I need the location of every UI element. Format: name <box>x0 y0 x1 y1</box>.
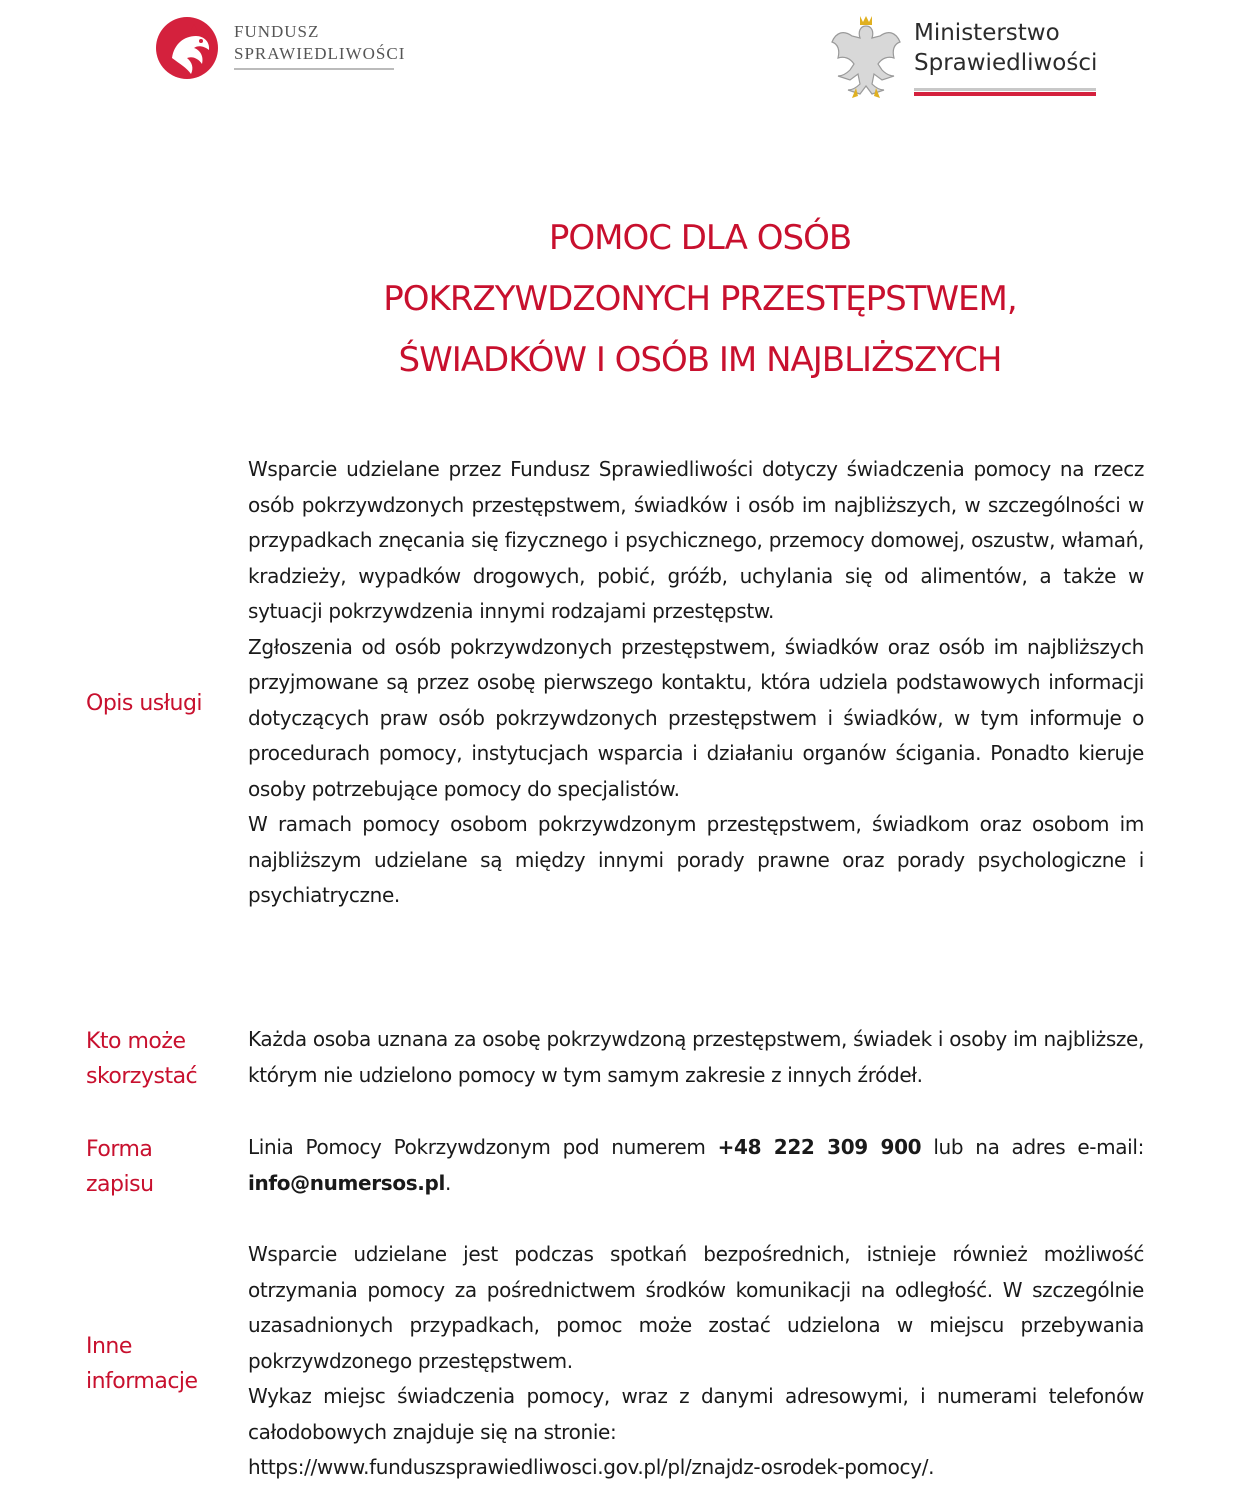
forma-text-after: . <box>445 1170 452 1195</box>
section-content-opis <box>248 452 1144 914</box>
forma-text-middle: lub na adres e-mail: <box>921 1135 1144 1159</box>
document-title <box>200 208 1200 391</box>
inne-paragraph-2: Wykaz miejsc świadczenia pomocy, wraz z danymi adresowymi, i numerami telefonów całodobowych znajduje się na stronie: <box>248 1384 1144 1444</box>
forma-text-before: Linia Pomocy Pokrzywdzonym pod numerem <box>248 1135 718 1159</box>
section-label-kto <box>86 1024 197 1094</box>
opis-paragraph-3: W ramach pomocy osobom pokrzywdzonym przestępstwem, świadkom oraz osobom im najbliższym udzielane są między innymi porady prawne oraz porady psychologiczne i psychiatryczne. <box>248 812 1144 907</box>
kto-label-line2: skorzystać <box>86 1064 198 1089</box>
forma-paragraph <box>248 1130 1144 1201</box>
fundusz-logo-underline <box>234 68 394 70</box>
help-centers-link[interactable]: https://www.funduszsprawiedliwosci.gov.pl/pl/znajdz-osrodek-pomocy/. <box>248 1455 935 1479</box>
title-line-3: ŚWIADKÓW I OSÓB IM NAJBLIŻSZYCH <box>398 340 1002 380</box>
fundusz-logo-line2: SPRAWIEDLIWOŚCI <box>234 44 406 63</box>
flag-red-bar <box>914 92 1096 96</box>
inne-label-line2: informacje <box>86 1369 198 1394</box>
ministerstwo-sprawiedliwosci-logo <box>830 12 1110 102</box>
fundusz-logo-line1: FUNDUSZ <box>234 22 320 41</box>
forma-label-line1: Forma <box>86 1137 153 1162</box>
inne-label-line1: Inne <box>86 1334 132 1359</box>
section-content-inne <box>248 1237 1144 1486</box>
section-content-forma <box>248 1130 1144 1201</box>
flag-white-bar <box>914 88 1096 91</box>
forma-label-line2: zapisu <box>86 1172 154 1197</box>
section-label-forma <box>86 1132 154 1202</box>
contact-email[interactable]: info@numersos.pl <box>248 1170 445 1195</box>
section-label-inne <box>86 1329 198 1399</box>
white-eagle-icon <box>830 12 902 100</box>
helpline-phone-number: +48 222 309 900 <box>717 1135 922 1159</box>
section-content-kto <box>248 1022 1144 1093</box>
opis-paragraph-2: Zgłoszenia od osób pokrzywdzonych przestępstwem, świadków oraz osób im najbliższych przyjmowane są przez osobę pierwszego kontaktu, która udziela podstawowych informacji dotyczących praw osób pokrzywdzonych przestępstwem i świadków, w tym informuje o procedurach pomocy, instytucjach wsparcia i działaniu organów ścigania. Ponadto kieruje osoby potrzebujące pomocy do specjalistów. <box>248 634 1144 801</box>
title-line-1: POMOC DLA OSÓB <box>548 218 852 258</box>
kto-paragraph: Każda osoba uznana za osobę pokrzywdzoną przestępstwem, świadek i osoby im najbliższe, którym nie udzielono pomocy w tym samym zakresie z innych źródeł. <box>248 1027 1144 1087</box>
opis-paragraph-1: Wsparcie udzielane przez Fundusz Sprawiedliwości dotyczy świadczenia pomocy na rzecz osób pokrzywdzonych przestępstwem, świadków i osób im najbliższych, w szczególności w przypadkach znęcania się fizycznego i psychicznego, przemocy domowej, oszustw, włamań, kradzieży, wypadków drogowych, pobić, gróźb, uchylania się od alimentów, a także w sytuacji pokrzywdzenia innymi rodzajami przestępstw. <box>248 457 1144 623</box>
title-line-2: POKRZYWDZONYCH PRZESTĘPSTWEM, <box>383 279 1017 319</box>
eagle-circle-icon <box>154 14 224 80</box>
inne-paragraph-1: Wsparcie udzielane jest podczas spotkań bezpośrednich, istnieje również możliwość otrzymania pomocy za pośrednictwem środków komunikacji na odległość. W szczególnie uzasadnionych przypadkach, pomoc może zostać udzielona w miejscu przebywania pokrzywdzonego przestępstwem. <box>248 1242 1144 1373</box>
ministerstwo-logo-line2: Sprawiedliwości <box>914 50 1098 76</box>
kto-label-line1: Kto może <box>86 1029 186 1054</box>
fundusz-sprawiedliwosci-logo <box>154 14 404 80</box>
section-label-opis: Opis usługi <box>86 691 203 716</box>
ministerstwo-logo-line1: Ministerstwo <box>914 20 1060 46</box>
